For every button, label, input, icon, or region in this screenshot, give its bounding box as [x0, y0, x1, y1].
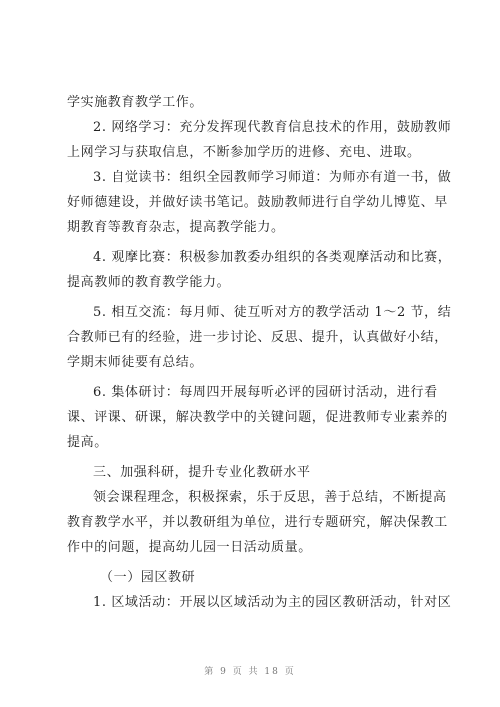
body-line: 4. 观摩比赛：积极参加教委办组织的各类观摩活动和比赛， [93, 250, 452, 265]
body-line: 上网学习与获取信息，不断参加学历的进修、充电、进取。 [67, 145, 421, 160]
body-line: 合教师已有的经验，进一步讨论、反思、提升，认真做好小结， [67, 330, 448, 345]
body-line: 2. 网络学习：充分发挥现代教育信息技术的作用，鼓励教师 [93, 120, 452, 135]
body-line: 3. 自觉读书：组织全园教师学习师道：为师亦有道一书，做 [93, 170, 452, 185]
body-line: 学期末师徒要有总结。 [67, 355, 204, 370]
body-line: 5. 相互交流：每月师、徒互听对方的教学活动 1～2 节，结 [93, 305, 452, 320]
section-heading: 三、加强科研，提升专业化教研水平 [93, 465, 311, 480]
body-line: 作中的问题，提高幼儿园一日活动质量。 [67, 540, 312, 555]
body-line: 期教育等教育杂志，提高教学能力。 [67, 220, 285, 235]
body-line: 好师德建设，并做好读书笔记。鼓励教师进行自学幼儿博览、早 [67, 195, 448, 210]
body-line: 1. 区域活动：开展以区域活动为主的园区教研活动，针对区 [93, 595, 452, 610]
subsection-heading: （一）园区教研 [100, 570, 196, 585]
body-line: 提高。 [67, 435, 108, 450]
body-line: 6. 集体研讨：每周四开展每听必评的园研讨活动，进行看 [93, 385, 438, 400]
body-line: 提高教师的教育教学能力。 [67, 275, 231, 290]
body-line: 课、评课、研课，解决教学中的关键问题，促进教师专业素养的 [67, 410, 448, 425]
body-line: 领会课程理念，积极探索，乐于反思，善于总结，不断提高 [93, 490, 447, 505]
page-number-footer: 第 9 页 共 18 页 [204, 667, 296, 677]
body-line: 学实施教育教学工作。 [67, 95, 204, 110]
body-line: 教育教学水平，并以教研组为单位，进行专题研究，解决保教工 [67, 515, 448, 530]
